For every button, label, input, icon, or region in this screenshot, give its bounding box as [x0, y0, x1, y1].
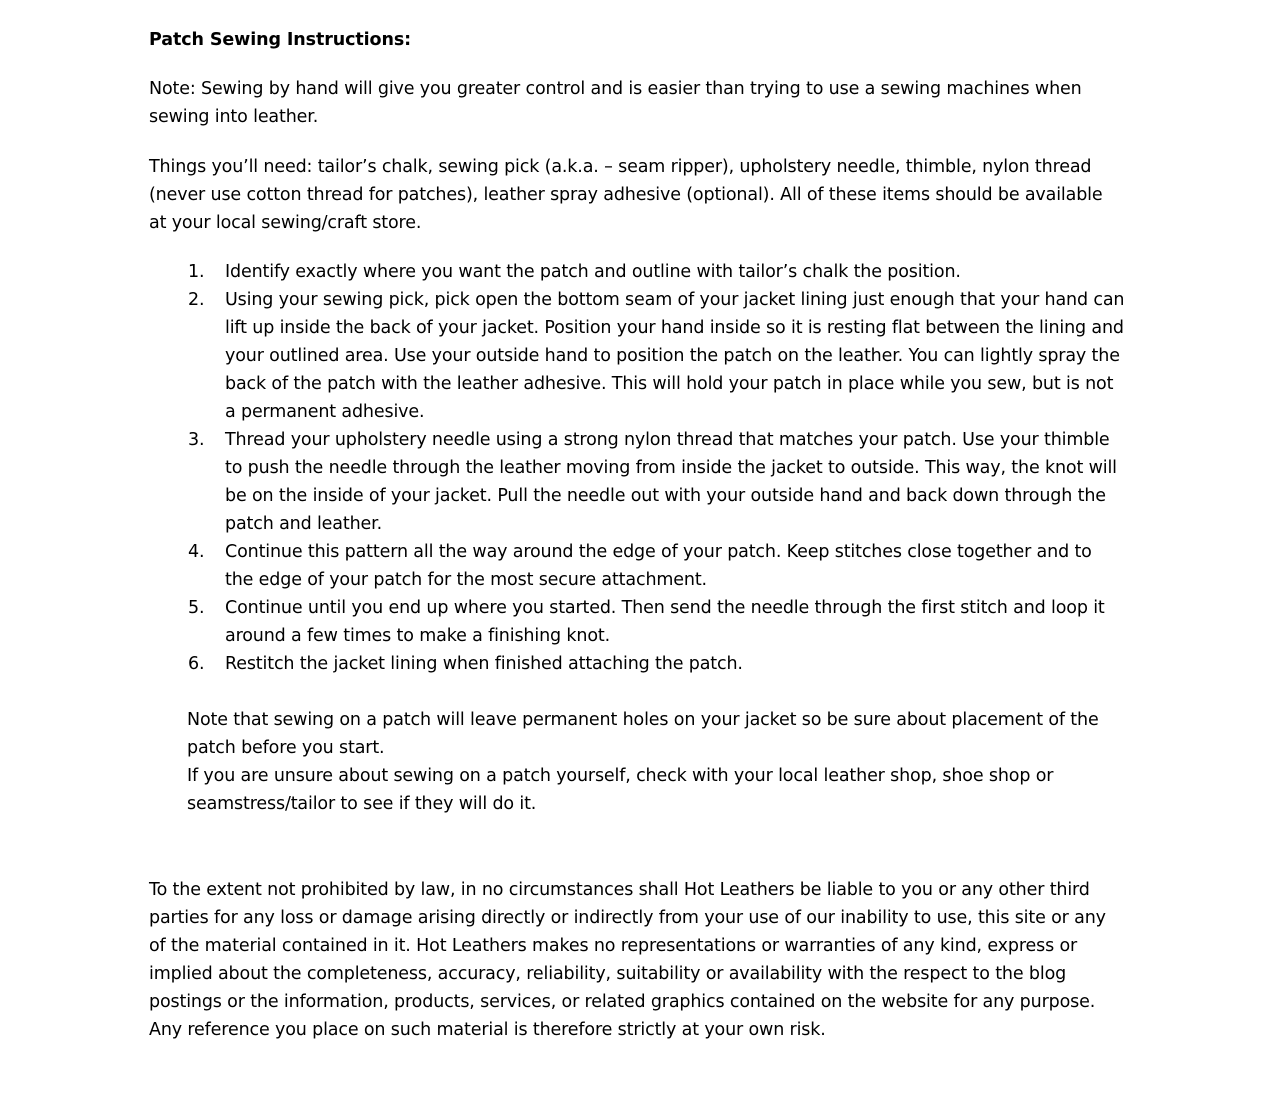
list-item: Continue until you end up where you started. Then send the needle through the first stitch and loop it around a few times to make a finishing knot.	[225, 598, 1105, 647]
page-title: Patch Sewing Instructions:	[149, 30, 412, 50]
list-item: Thread your upholstery needle using a strong nylon thread that matches your patch. Use your thimble to push the needle through the leather moving from inside the jacket to outside. This way, the knot will be on the inside of your jacket. Pull the needle out with your outside hand and back down through the patch and leather.	[225, 430, 1117, 535]
list-item: Using your sewing pick, pick open the bottom seam of your jacket lining just enough that your hand can lift up inside the back of your jacket. Position your hand inside so it is resting flat between the lining and your outlined area. Use your outside hand to position the patch on the leather. You can lightly spray the back of the patch with the leather adhesive. This will hold your patch in place while you sew, but is not a permanent adhesive.	[225, 290, 1125, 423]
note-professional-help: If you are unsure about sewing on a patch yourself, check with your local leather shop, shoe shop or seamstress/tailor to see if they will do it.	[187, 766, 1054, 815]
list-item: Identify exactly where you want the patch and outline with tailor’s chalk the position.	[225, 262, 961, 283]
list-item: Restitch the jacket lining when finished attaching the patch.	[225, 654, 743, 675]
notes-block	[149, 706, 1125, 818]
legal-disclaimer: To the extent not prohibited by law, in no circumstances shall Hot Leathers be liable to you or any other third parties for any loss or damage arising directly or indirectly from your use of our inability to use, this site or any of the material contained in it. Hot Leathers makes no representations or warranties of any kind, express or implied about the completeness, accuracy, reliability, suitability or availability with the respect to the blog postings or the information, products, services, or related graphics contained on the website for any purpose. Any reference you place on such material is therefore strictly at your own risk.	[149, 880, 1106, 1041]
intro-paragraph-materials: Things you’ll need: tailor’s chalk, sewing pick (a.k.a. – seam ripper), upholstery needle, thimble, nylon thread (never use cotton thread for patches), leather spray adhesive (optional). All of these items should be available at your local sewing/craft store.	[149, 157, 1103, 234]
intro-paragraph-note: Note: Sewing by hand will give you greater control and is easier than trying to use a sewing machines when sewing into leather.	[149, 79, 1082, 128]
note-placement: Note that sewing on a patch will leave permanent holes on your jacket so be sure about placement of the patch before you start.	[187, 710, 1099, 759]
instruction-steps-list	[149, 258, 1125, 678]
list-item: Continue this pattern all the way around the edge of your patch. Keep stitches close together and to the edge of your patch for the most secure attachment.	[225, 542, 1092, 591]
